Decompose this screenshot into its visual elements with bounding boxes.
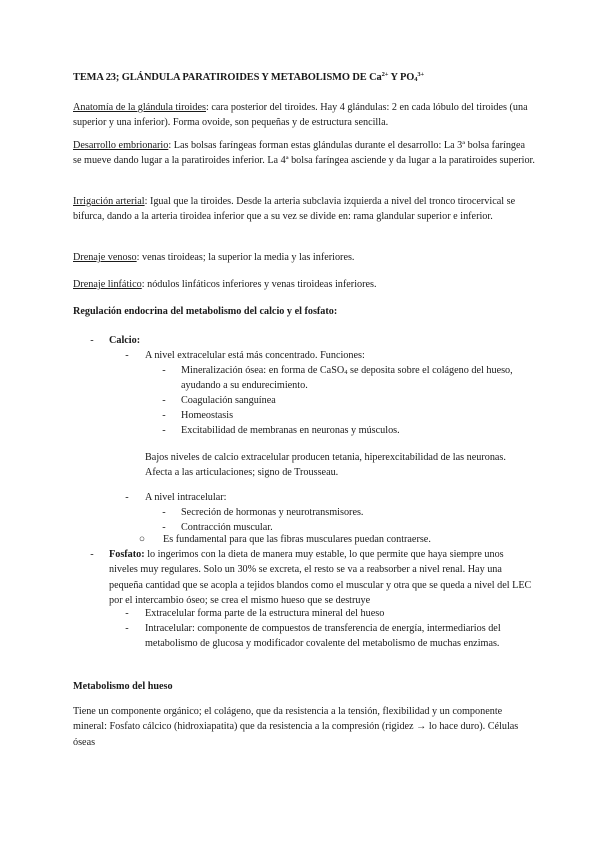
bullet-intra-item: - (162, 507, 166, 518)
bullet-fosfato-item: - (125, 623, 129, 634)
calcio-circle-item: Es fundamental para que las fibras musculares puedan contraerse. (163, 534, 431, 545)
calcio-intra-item: Contracción muscular. (181, 522, 273, 533)
calcio-intra-item: Secreción de hormonas y neurotransmisores. (181, 507, 364, 518)
bullet-fosfato-item: - (125, 608, 129, 619)
metabolismo-hueso-heading: Metabolismo del hueso (73, 681, 173, 692)
calcio-funcion-item: Excitabilidad de membranas en neuronas y músculos. (181, 425, 400, 436)
bullet-fosfato: - (90, 549, 94, 560)
calcio-label: Calcio: (109, 335, 141, 346)
bullet-funcion: - (162, 395, 166, 406)
metabolismo-hueso-text: Tiene un componente orgánico; el colágeno, que da resistencia a la tensión, flexibilidad y un componente mineral: Fosfato cálcico (hidroxiapatita) que da resistencia a la compresión (rigidez → lo hace duro). Células óseas (73, 706, 519, 748)
fosfato-item: Extracelular forma parte de la estructura mineral del hueso (145, 608, 385, 619)
section-drenaje-venoso-label: Drenaje venoso (73, 252, 137, 263)
regulacion-heading: Regulación endocrina del metabolismo del calcio y el fosfato: (73, 306, 338, 317)
title-main: TEMA 23; GLÁNDULA PARATIROIDES Y METABOLISMO DE Ca (73, 72, 382, 83)
section-desarrollo (73, 138, 535, 169)
section-irrigacion (73, 194, 535, 225)
section-desarrollo-text: : Las bolsas faríngeas forman estas glándulas durante el desarrollo: La 3ª bolsa faríngea se mueve dando lugar a la paratiroides inferior. La 4ª bolsa faríngea asciende y da lugar a la paratiroides superior. (73, 140, 535, 167)
section-anatomia (73, 100, 535, 131)
bullet-calcio: - (90, 335, 94, 346)
funcion-text: Mineralización ósea: en forma de CaSO (181, 365, 345, 376)
bullet-funcion: - (162, 365, 166, 376)
calcio-funcion-item: Homeostasis (181, 410, 234, 421)
fosfato-item: Intracelular: componente de compuestos de transferencia de energía, intermediarios del metabolismo de glucosa y modificador covalente del metabolismo de muchas enzimas. (145, 623, 501, 650)
bullet-extracelular: - (125, 350, 129, 361)
section-anatomia-label: Anatomía de la glándula tiroides (73, 102, 206, 113)
calcio-extracelular: A nivel extracelular está más concentrado. Funciones: (145, 350, 365, 361)
circle-bullet: ○ (138, 534, 146, 545)
section-anatomia-text: : cara posterior del tiroides. Hay 4 glándulas: 2 en cada lóbulo del tiroides (una superior y una inferior). Forma ovoide, son pequeñas y de estructura sencilla. (73, 102, 528, 129)
section-drenaje-linfatico-label: Drenaje linfático (73, 279, 142, 290)
bullet-funcion: - (162, 425, 166, 436)
section-desarrollo-label: Desarrollo embrionario (73, 140, 169, 151)
fosfato-label: Fosfato: (109, 549, 145, 560)
title-mid: Y PO (388, 72, 415, 83)
page-title (73, 70, 535, 85)
calcio-funcion-item (181, 363, 535, 394)
funcion-subscript: 4 (344, 369, 348, 376)
bullet-funcion: - (162, 410, 166, 421)
section-drenaje-linfatico-text: : nódulos linfáticos inferiores y venas tiroideas inferiores. (141, 279, 377, 290)
calcio-intracelular: A nivel intracelular: (145, 492, 227, 503)
section-drenaje-venoso-text: : venas tiroideas; la superior la media y las inferiores. (136, 252, 355, 263)
section-irrigacion-label: Irrigación arterial (73, 196, 145, 207)
section-drenaje-linfatico (73, 277, 535, 292)
section-drenaje-venoso (73, 250, 535, 265)
fosfato-text: lo ingerimos con la dieta de manera muy estable, lo que permite que haya siempre unos niveles muy regulares. Solo un 30% se excreta, el resto se va a reabsorber a nivel renal. Hay una pequeña cantidad que se acopla a tejidos blandos como el muscular y otra que se queda a nivel del LEC por el intercambio óseo; se crea el mismo hueso que se destruye (109, 549, 532, 606)
title-po-charge: 3+ (417, 71, 425, 78)
title-po-subscript: 4 (414, 76, 418, 83)
calcio-nota: Bajos niveles de calcio extracelular producen tetania, hiperexcitabilidad de las neuronas. Afecta a las articulaciones; signo de Trousseau. (145, 452, 506, 479)
funcion-text-cont: se deposita sobre el colágeno del hueso, ayudando a su endurecimiento. (181, 365, 513, 392)
bullet-intracelular: - (125, 492, 129, 503)
calcio-funcion-item: Coagulación sanguínea (181, 395, 276, 406)
title-ca-charge: 2+ (381, 71, 389, 78)
section-irrigacion-text: : Igual que la tiroides. Desde la arteria subclavia izquierda a nivel del tronco tirocervical se bifurca, dando a la arteria tiroidea inferior que a su vez se divide en: rama glandular superior e inferior. (73, 196, 516, 223)
bullet-intra-item: - (162, 522, 166, 533)
fosfato-paragraph (109, 547, 533, 608)
